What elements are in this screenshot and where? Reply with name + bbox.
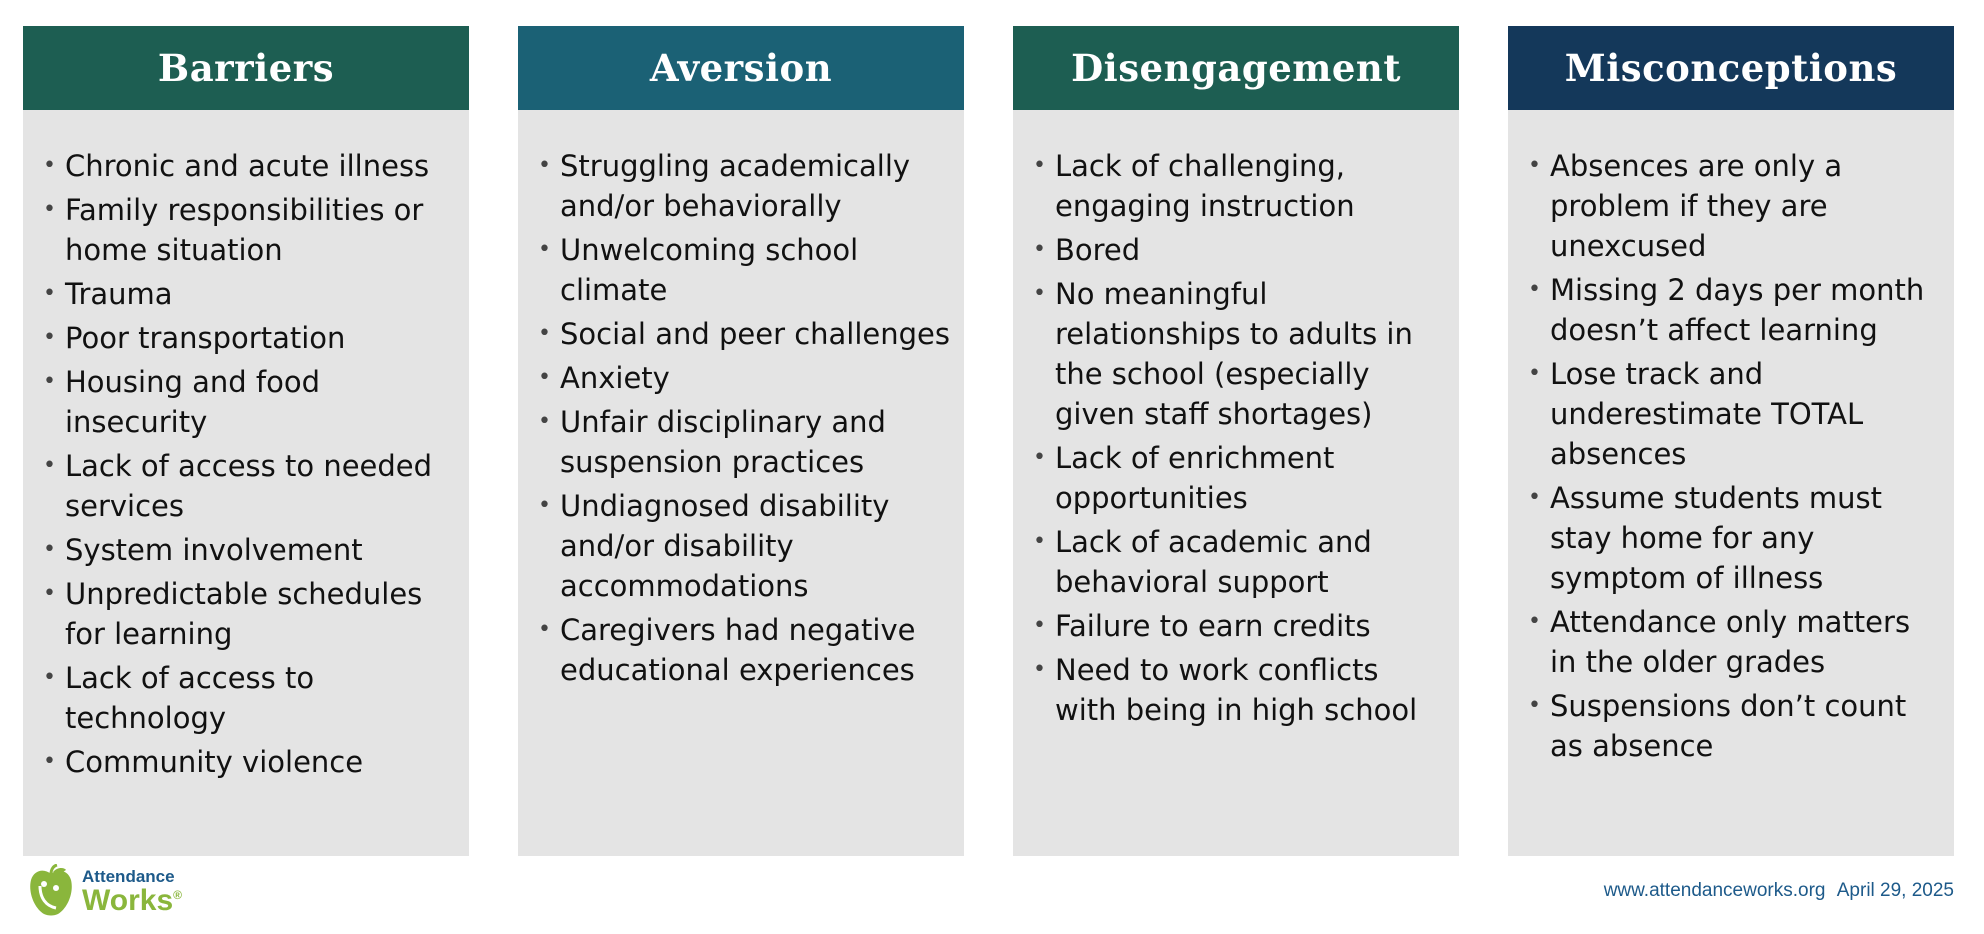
item-list — [43, 146, 459, 782]
list-item: • Failure to earn credits — [1033, 606, 1449, 646]
list-item: • Trauma — [43, 274, 459, 314]
column-header-aversion: Aversion — [518, 26, 964, 110]
footer-info — [1598, 880, 1954, 902]
column-barriers — [23, 26, 469, 856]
list-item: • Unfair disciplinary and suspension practices — [538, 402, 954, 482]
column-misconceptions — [1508, 26, 1954, 856]
list-item: • Suspensions don’t count as absence — [1528, 686, 1944, 766]
list-item: • Missing 2 days per month doesn’t affect learning — [1528, 270, 1944, 350]
item-list — [538, 146, 954, 690]
list-item: • Unpredictable schedules for learning — [43, 574, 459, 654]
list-item: • Unwelcoming school climate — [538, 230, 954, 310]
footer-url[interactable]: www.attendanceworks.org — [1603, 880, 1826, 901]
list-item: • Lack of access to needed services — [43, 446, 459, 526]
list-item: • Attendance only matters in the older grades — [1528, 602, 1944, 682]
registered-mark: ® — [173, 888, 182, 902]
list-item: • Lack of challenging, engaging instruction — [1033, 146, 1449, 226]
list-item: • Social and peer challenges — [538, 314, 954, 354]
list-item: • Assume students must stay home for any symptom of illness — [1528, 478, 1944, 598]
list-item: • Housing and food insecurity — [43, 362, 459, 442]
column-header-misconceptions: Misconceptions — [1508, 26, 1954, 110]
list-item: • Chronic and acute illness — [43, 146, 459, 186]
column-aversion — [518, 26, 964, 856]
footer-date: April 29, 2025 — [1836, 880, 1954, 901]
column-disengagement — [1013, 26, 1459, 856]
list-item: • Bored — [1033, 230, 1449, 270]
item-list — [1528, 146, 1944, 766]
attendance-works-logo — [26, 864, 182, 920]
list-item: • Family responsibilities or home situation — [43, 190, 459, 270]
column-body-barriers — [23, 110, 469, 856]
logo-line2-text: Works — [82, 884, 174, 917]
list-item: • Undiagnosed disability and/or disability accommodations — [538, 486, 954, 606]
item-list — [1033, 146, 1449, 730]
list-item: • Community violence — [43, 742, 459, 782]
list-item: • Lack of academic and behavioral support — [1033, 522, 1449, 602]
logo-text — [82, 868, 182, 916]
list-item: • Poor transportation — [43, 318, 459, 358]
apple-logo-icon — [26, 864, 76, 920]
list-item: • Need to work conflicts with being in high school — [1033, 650, 1449, 730]
logo-line2 — [82, 886, 182, 916]
list-item: • Struggling academically and/or behaviorally — [538, 146, 954, 226]
list-item: • Lack of enrichment opportunities — [1033, 438, 1449, 518]
list-item: • System involvement — [43, 530, 459, 570]
logo-line1: Attendance — [82, 867, 175, 886]
list-item: • Absences are only a problem if they are unexcused — [1528, 146, 1944, 266]
list-item: • No meaningful relationships to adults in the school (especially given staff shortages) — [1033, 274, 1449, 434]
column-body-aversion — [518, 110, 964, 856]
column-header-disengagement: Disengagement — [1013, 26, 1459, 110]
list-item: • Lack of access to technology — [43, 658, 459, 738]
list-item: • Caregivers had negative educational experiences — [538, 610, 954, 690]
column-body-misconceptions — [1508, 110, 1954, 856]
column-body-disengagement — [1013, 110, 1459, 856]
column-header-barriers: Barriers — [23, 26, 469, 110]
list-item: • Anxiety — [538, 358, 954, 398]
list-item: • Lose track and underestimate TOTAL absences — [1528, 354, 1944, 474]
